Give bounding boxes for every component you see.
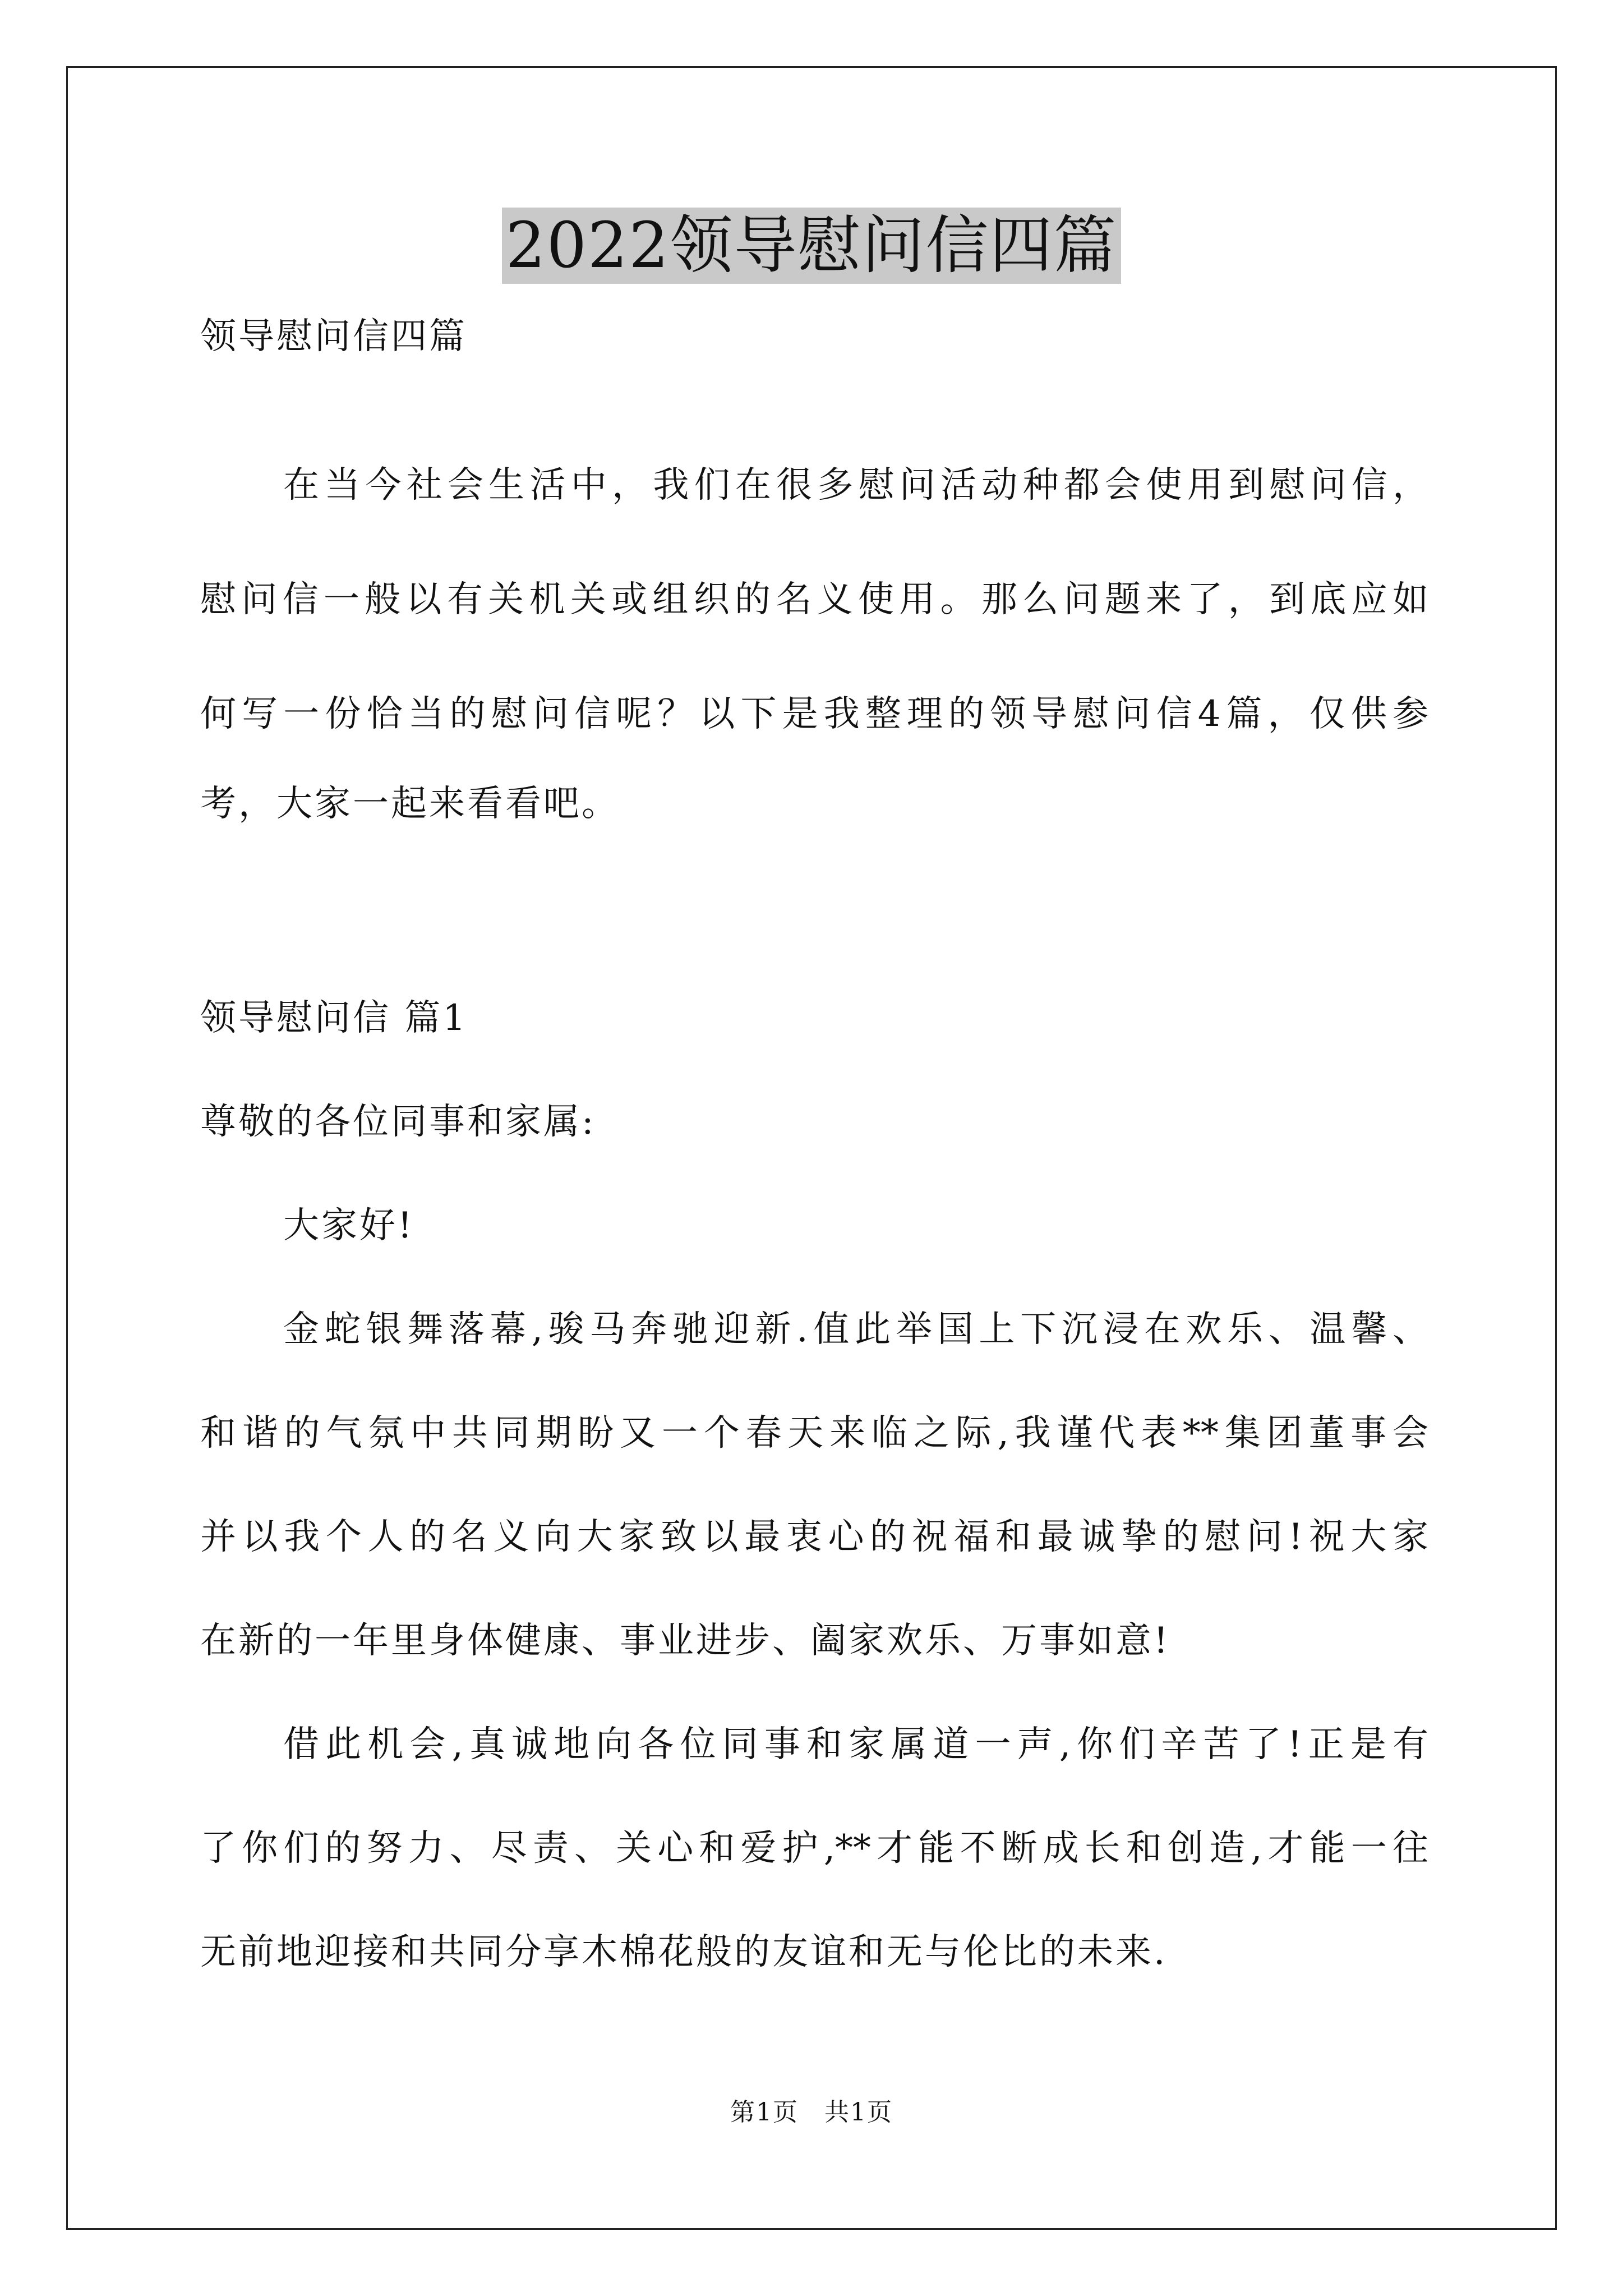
- intro-line-4: 考，大家一起来看看吧。: [200, 783, 620, 825]
- subtitle: 领导慰问信四篇: [200, 316, 467, 357]
- paragraph1-line-1: 金蛇银舞落幕,骏马奔驰迎新.值此举国上下沉浸在欢乐、温馨、: [283, 1309, 1428, 1350]
- section-heading: 领导慰问信 篇1: [200, 997, 468, 1039]
- salutation: 尊敬的各位同事和家属:: [200, 1101, 596, 1143]
- paragraph2-line-3: 无前地迎接和共同分享木棉花般的友谊和无与伦比的未来.: [200, 1931, 1168, 1973]
- document-title: 2022领导慰问信四篇: [502, 208, 1121, 284]
- paragraph2-line-1: 借此机会,真诚地向各位同事和家属道一声,你们辛苦了!正是有: [283, 1724, 1428, 1765]
- intro-line-2: 慰问信一般以有关机关或组织的名义使用。那么问题来了，到底应如: [200, 579, 1428, 620]
- paragraph1-line-2: 和谐的气氛中共同期盼又一个春天来临之际,我谨代表**集团董事会: [200, 1412, 1428, 1454]
- intro-line-1: 在当今社会生活中，我们在很多慰问活动种都会使用到慰问信，: [283, 464, 1428, 506]
- greeting: 大家好!: [283, 1205, 414, 1246]
- page-border: [66, 66, 1557, 2230]
- paragraph1-line-3: 并以我个人的名义向大家致以最衷心的祝福和最诚挚的慰问!祝大家: [200, 1516, 1428, 1558]
- paragraph2-line-2: 了你们的努力、尽责、关心和爱护,**才能不断成长和创造,才能一往: [200, 1828, 1428, 1869]
- intro-line-3: 何写一份恰当的慰问信呢？以下是我整理的领导慰问信4篇，仅供参: [200, 693, 1428, 735]
- title-container: [0, 208, 1623, 284]
- paragraph1-line-4: 在新的一年里身体健康、事业进步、阖家欢乐、万事如意!: [200, 1620, 1170, 1662]
- page-footer: 第1页 共1页: [730, 2098, 893, 2127]
